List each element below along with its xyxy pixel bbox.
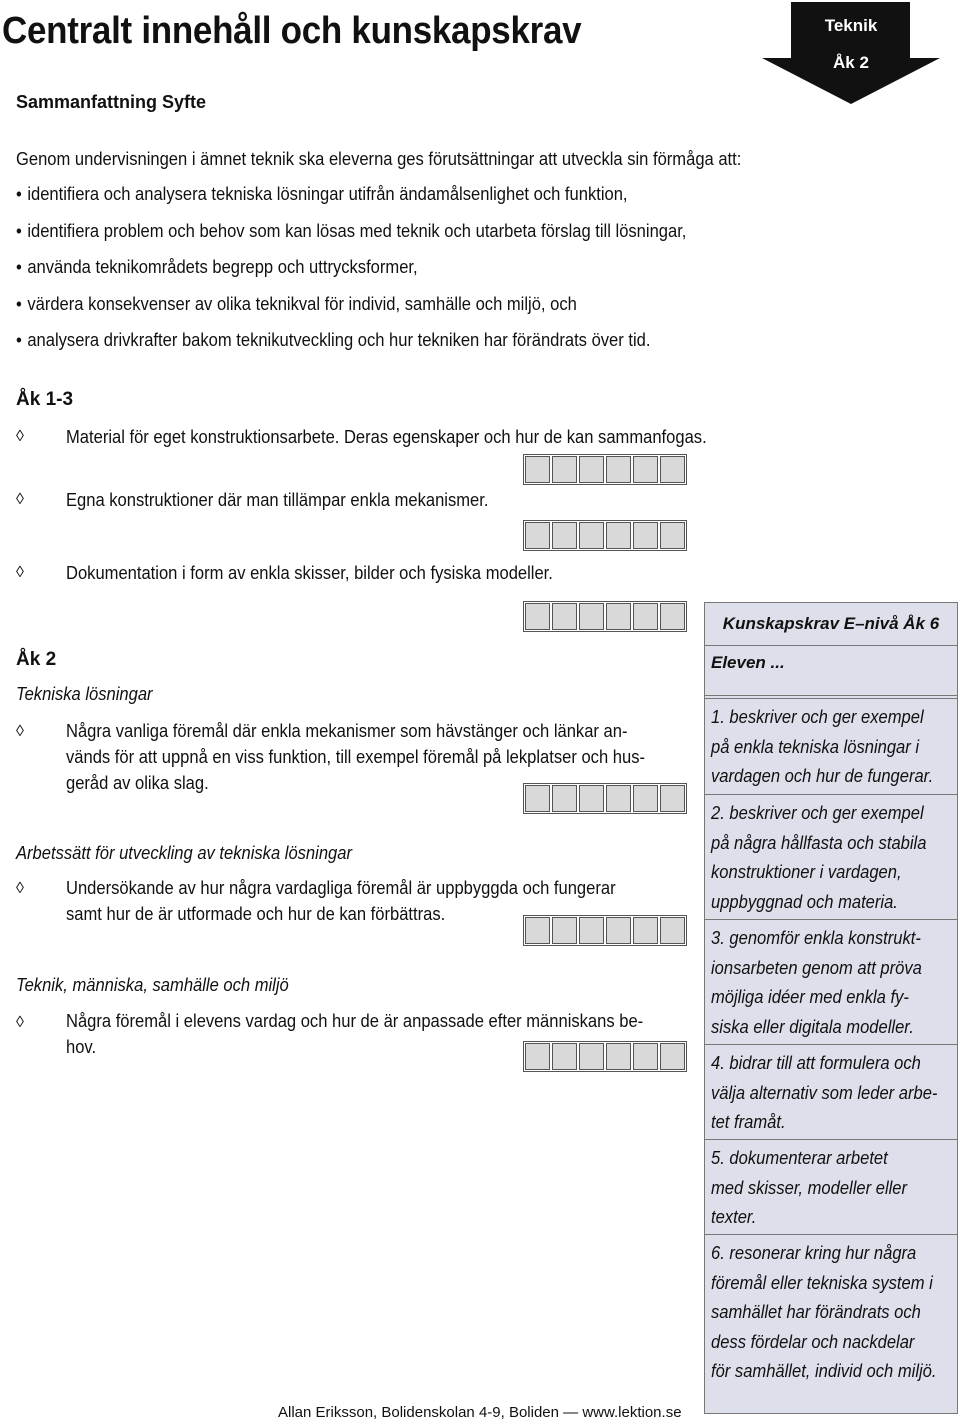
- rating-box[interactable]: [660, 456, 685, 483]
- rating-boxes: [523, 454, 687, 485]
- ak13-item: Dokumentation i form av enkla skisser, bilder och fysiska modeller.: [66, 563, 553, 583]
- footer-credit: Allan Eriksson, Bolidenskolan 4-9, Boliden — www.lektion.se: [278, 1404, 682, 1421]
- rating-box[interactable]: [525, 917, 550, 944]
- kunskapskrav-item: 1. beskriver och ger exempel på enkla tekniska lösningar i vardagen och hur de fungerar.: [705, 698, 957, 796]
- rating-boxes: [523, 915, 687, 946]
- ak13-item: Egna konstruktioner där man tillämpar enkla mekanismer.: [66, 490, 489, 510]
- diamond-bullet-icon: ◊: [16, 491, 24, 508]
- syfte-bullet: • analysera drivkrafter bakom teknikutveckling och hur tekniken har förändrats över tid.: [16, 330, 686, 367]
- syfte-intro: Genom undervisningen i ämnet teknik ska eleverna ges förutsättningar att utveckla sin förmåga att:: [16, 149, 742, 169]
- rating-boxes: [523, 783, 687, 814]
- ak13-heading: Åk 1-3: [16, 389, 74, 410]
- rating-box[interactable]: [660, 522, 685, 549]
- rating-box[interactable]: [525, 456, 550, 483]
- ak2-subheading: Teknik, människa, samhälle och miljö: [16, 975, 289, 995]
- badge-grade: Åk 2: [833, 53, 869, 72]
- syfte-bullet: • identifiera och analysera tekniska lösningar utifrån ändamålsenlighet och funktion,: [16, 184, 686, 221]
- rating-box[interactable]: [606, 917, 631, 944]
- ak2-item: Undersökande av hur några vardagliga föremål är uppbyggda och fungerar samt hur de är utformade och hur de kan förbättras.: [66, 878, 616, 924]
- rating-box[interactable]: [579, 456, 604, 483]
- syfte-bullet-list: [16, 184, 745, 367]
- syfte-heading: Sammanfattning Syfte: [16, 92, 207, 112]
- rating-box[interactable]: [552, 603, 577, 630]
- rating-box[interactable]: [525, 603, 550, 630]
- rating-box[interactable]: [633, 456, 658, 483]
- ak2-subheading: Arbetssätt för utveckling av tekniska lösningar: [16, 843, 352, 863]
- rating-box[interactable]: [606, 603, 631, 630]
- rating-boxes: [523, 601, 687, 632]
- rating-box[interactable]: [579, 917, 604, 944]
- kunskapskrav-item: 4. bidrar till att formulera och välja alternativ som leder arbe- tet framåt.: [705, 1044, 957, 1142]
- rating-box[interactable]: [633, 917, 658, 944]
- kunskapskrav-heading: Kunskapskrav E–nivå Åk 6: [705, 603, 957, 646]
- rating-box[interactable]: [552, 917, 577, 944]
- ak2-subheading: Tekniska lösningar: [16, 684, 153, 704]
- rating-box[interactable]: [633, 522, 658, 549]
- rating-box[interactable]: [660, 785, 685, 812]
- kunskapskrav-panel: [704, 602, 958, 1414]
- page-title: Centralt innehåll och kunskapskrav: [2, 10, 582, 52]
- syfte-bullet: • identifiera problem och behov som kan lösas med teknik och utarbeta förslag till lösningar,: [16, 221, 686, 258]
- ak13-item: Material för eget konstruktionsarbete. Deras egenskaper och hur de kan sammanfogas.: [66, 427, 707, 447]
- syfte-bullet: • använda teknikområdets begrepp och uttrycksformer,: [16, 257, 686, 294]
- ak2-item: Några föremål i elevens vardag och hur de är anpassade efter människans be- hov.: [66, 1011, 644, 1057]
- diamond-bullet-icon: ◊: [16, 428, 24, 445]
- diamond-bullet-icon: ◊: [16, 1014, 24, 1031]
- rating-boxes: [523, 1041, 687, 1072]
- rating-box[interactable]: [660, 603, 685, 630]
- ak2-heading: Åk 2: [16, 649, 57, 670]
- ak2-item: Några vanliga föremål där enkla mekanismer som hävstänger och länkar an- vänds för att uppnå en viss funktion, till exempel föremål på lekplatser och hus- geråd av olika slag.: [66, 721, 645, 793]
- rating-box[interactable]: [606, 522, 631, 549]
- diamond-bullet-icon: ◊: [16, 880, 24, 897]
- rating-box[interactable]: [525, 1043, 550, 1070]
- kunskapskrav-eleven: Eleven ...: [705, 646, 957, 696]
- subject-badge: [762, 2, 940, 104]
- diamond-bullet-icon: ◊: [16, 723, 24, 740]
- rating-box[interactable]: [552, 785, 577, 812]
- rating-box[interactable]: [633, 603, 658, 630]
- rating-box[interactable]: [633, 785, 658, 812]
- kunskapskrav-item: 3. genomför enkla konstrukt- ionsarbeten genom att pröva möjliga idéer med enkla fy- siska eller digitala modeller.: [705, 919, 957, 1046]
- rating-box[interactable]: [525, 522, 550, 549]
- rating-box[interactable]: [579, 785, 604, 812]
- rating-box[interactable]: [633, 1043, 658, 1070]
- rating-box[interactable]: [552, 522, 577, 549]
- rating-box[interactable]: [579, 603, 604, 630]
- kunskapskrav-item: 5. dokumenterar arbetet med skisser, modeller eller texter.: [705, 1139, 957, 1237]
- syfte-bullet: • värdera konsekvenser av olika teknikval för individ, samhälle och miljö, och: [16, 294, 686, 331]
- kunskapskrav-item: 2. beskriver och ger exempel på några hållfasta och stabila konstruktioner i vardagen, uppbyggnad och materia.: [705, 794, 957, 921]
- rating-box[interactable]: [606, 456, 631, 483]
- rating-box[interactable]: [579, 1043, 604, 1070]
- diamond-bullet-icon: ◊: [16, 564, 24, 581]
- rating-box[interactable]: [660, 917, 685, 944]
- rating-boxes: [523, 520, 687, 551]
- rating-box[interactable]: [525, 785, 550, 812]
- rating-box[interactable]: [552, 1043, 577, 1070]
- rating-box[interactable]: [660, 1043, 685, 1070]
- rating-box[interactable]: [552, 456, 577, 483]
- kunskapskrav-item: 6. resonerar kring hur några föremål eller tekniska system i samhället har förändrats och dess fördelar och nackdelar för samhället, individ och miljö.: [705, 1234, 957, 1391]
- rating-box[interactable]: [606, 1043, 631, 1070]
- rating-box[interactable]: [579, 522, 604, 549]
- rating-box[interactable]: [606, 785, 631, 812]
- badge-subject: Teknik: [824, 16, 878, 35]
